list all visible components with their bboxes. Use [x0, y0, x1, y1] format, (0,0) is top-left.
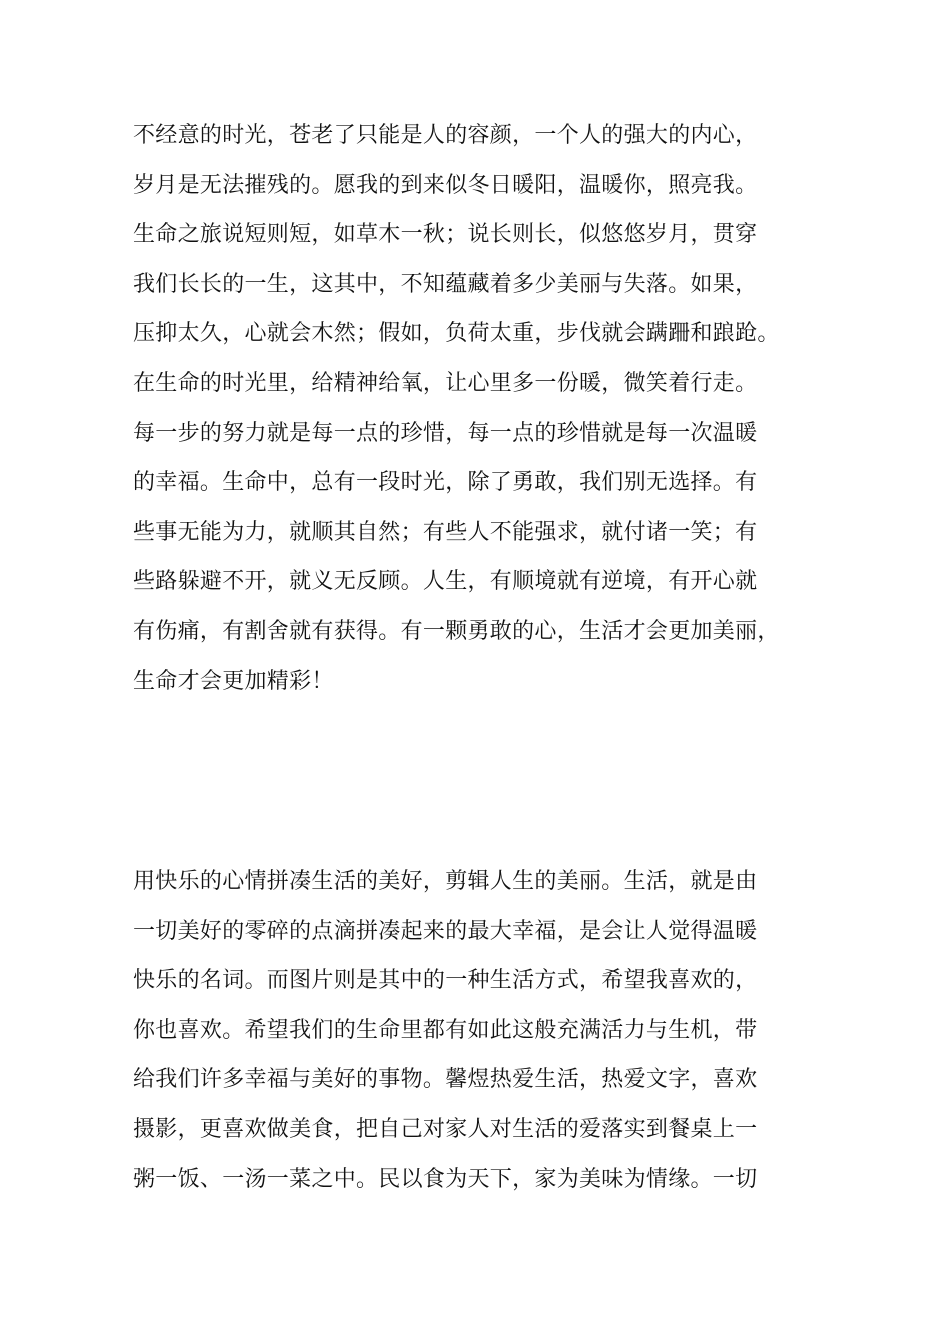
text-line: 给我们许多幸福与美好的事物。馨煜热爱生活，热爱文字，喜欢 [133, 1067, 758, 1093]
text-line: 一切美好的零碎的点滴拼凑起来的最大幸福，是会让人觉得温暖 [133, 918, 758, 944]
text-line: 不经意的时光，苍老了只能是人的容颜，一个人的强大的内心， [133, 123, 758, 148]
text-line: 每一步的努力就是每一点的珍惜，每一点的珍惜就是每一次温暖 [133, 420, 758, 446]
text-line: 生命之旅说短则短，如草木一秋；说长则长，似悠悠岁月，贯穿 [133, 222, 758, 248]
text-line: 些路躲避不开，就义无反顾。人生，有顺境就有逆境，有开心就 [133, 569, 758, 595]
text-line: 在生命的时光里，给精神给氧，让心里多一份暖，微笑着行走。 [133, 370, 758, 396]
text-line: 有伤痛，有割舍就有获得。有一颗勇敢的心，生活才会更加美丽， [133, 618, 780, 644]
paragraph-2 [133, 862, 823, 1209]
text-line: 粥一饭、一汤一菜之中。民以食为天下，家为美味为情缘。一切 [133, 1166, 758, 1192]
text-line: 你也喜欢。希望我们的生命里都有如此这般充满活力与生机，带 [133, 1017, 758, 1043]
text-line: 生命才会更加精彩！ [133, 668, 334, 694]
paragraph-1 [133, 116, 823, 711]
text-line: 摄影，更喜欢做美食，把自己对家人对生活的爱落实到餐桌上一 [133, 1116, 758, 1142]
text-line: 快乐的名词。而图片则是其中的一种生活方式，希望我喜欢的， [133, 968, 758, 994]
text-line: 用快乐的心情拼凑生活的美好，剪辑人生的美丽。生活，就是由 [133, 869, 758, 894]
text-line: 的幸福。生命中，总有一段时光，除了勇敢，我们别无选择。有 [133, 470, 758, 496]
text-line: 岁月是无法摧残的。愿我的到来似冬日暖阳，温暖你，照亮我。 [133, 172, 758, 198]
text-line: 些事无能为力，就顺其自然；有些人不能强求，就付诸一笑；有 [133, 519, 758, 545]
text-line: 压抑太久，心就会木然；假如，负荷太重，步伐就会蹒跚和踉跄。 [133, 321, 780, 347]
text-line: 我们长长的一生，这其中，不知蕴藏着多少美丽与失落。如果， [133, 271, 758, 297]
